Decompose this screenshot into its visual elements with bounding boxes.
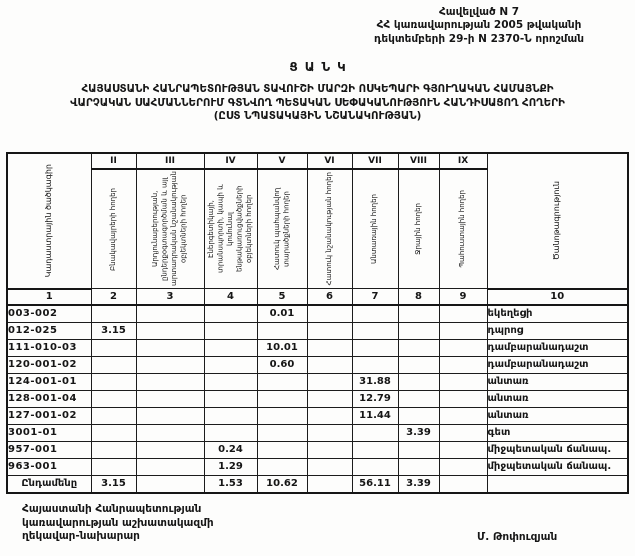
note-cell: գետ (487, 424, 628, 441)
table-row (7, 424, 628, 441)
table-row (7, 458, 628, 475)
area-value-cell (439, 424, 487, 441)
note-cell: դամբարանադաշտ (487, 356, 628, 373)
colnum-9: 9 (439, 289, 487, 305)
colnum-6: 6 (307, 289, 352, 305)
cadastral-code-cell: 127-001-02 (7, 407, 91, 424)
area-value-cell (307, 339, 352, 356)
cadastral-code-cell: 957-001 (7, 441, 91, 458)
note-cell: միջպետական ճանապ. (487, 441, 628, 458)
area-value-cell (352, 356, 398, 373)
note-cell: միջպետական ճանապ. (487, 458, 628, 475)
area-value-cell (439, 339, 487, 356)
area-value-cell (398, 356, 439, 373)
area-value-cell: 31.88 (352, 373, 398, 390)
header-protected-areas-lands (257, 169, 307, 289)
header-cadastral-code (7, 153, 91, 289)
cadastral-code-cell: 124-001-01 (7, 373, 91, 390)
header-forest-lands (352, 169, 398, 289)
header-industrial-lands-label: Արդյունաբերության, ընդերքօգտագործման և այլ արտադրական նշանակության օբյեկտների հողեր (151, 171, 188, 287)
table-row (7, 322, 628, 339)
note-cell: դամբարանադաշտ (487, 339, 628, 356)
header-water-lands-label: Ջրային հողեր (413, 203, 422, 255)
area-value-cell (352, 305, 398, 323)
table-row (7, 356, 628, 373)
colnum-4: 4 (204, 289, 257, 305)
cadastral-code-cell: Ընդամենը (7, 475, 91, 493)
header-special-purpose-lands (307, 169, 352, 289)
area-value-cell (439, 390, 487, 407)
area-value-cell (136, 305, 204, 323)
table-row (7, 305, 628, 323)
header-water-lands (398, 169, 439, 289)
area-value-cell (439, 322, 487, 339)
area-value-cell (91, 390, 136, 407)
roman-IV: IV (204, 153, 257, 169)
header-industrial-lands (136, 169, 204, 289)
appendix-line-3: դեկտեմբերի 29-ի N 2370-Ն որոշման (373, 32, 585, 45)
signatory-line-1: Հայաստանի Հանրապետության (22, 503, 202, 515)
area-value-cell (398, 322, 439, 339)
area-value-cell (136, 322, 204, 339)
table-row (7, 407, 628, 424)
roman-III: III (136, 153, 204, 169)
area-value-cell (91, 305, 136, 323)
area-value-cell (204, 407, 257, 424)
header-forest-lands-label: Անտառային հողեր (370, 194, 379, 264)
area-value-cell: 3.15 (91, 475, 136, 493)
area-value-cell (352, 424, 398, 441)
note-cell: անտառ (487, 407, 628, 424)
roman-numeral-row (7, 153, 628, 169)
area-value-cell (91, 356, 136, 373)
area-value-cell (204, 390, 257, 407)
area-value-cell (136, 475, 204, 493)
colnum-5: 5 (257, 289, 307, 305)
colnum-3: 3 (136, 289, 204, 305)
area-value-cell (136, 339, 204, 356)
colnum-7: 7 (352, 289, 398, 305)
cadastral-code-cell: 963-001 (7, 458, 91, 475)
roman-VII: VII (352, 153, 398, 169)
area-value-cell (352, 322, 398, 339)
area-value-cell (439, 407, 487, 424)
area-value-cell (257, 441, 307, 458)
signatory-line-3: ղեկավար-նախարար (22, 530, 140, 543)
area-value-cell (257, 424, 307, 441)
cadastral-code-cell: 128-001-04 (7, 390, 91, 407)
total-row (7, 475, 628, 493)
appendix-line-2: ՀՀ կառավարության 2005 թվականի (376, 19, 582, 32)
signatory-line-2: կառավարության աշխատակազմի (22, 516, 214, 529)
area-value-cell (307, 407, 352, 424)
area-value-cell (398, 339, 439, 356)
header-reserve-lands (439, 169, 487, 289)
area-value-cell (439, 458, 487, 475)
area-value-cell (136, 373, 204, 390)
column-number-row (7, 289, 628, 305)
land-parcels-table (6, 152, 629, 494)
header-cadastral-code-label: Կադաստրային ծածկագիր (43, 164, 53, 278)
table-row (7, 441, 628, 458)
area-value-cell (439, 475, 487, 493)
area-value-cell (307, 390, 352, 407)
area-value-cell: 10.01 (257, 339, 307, 356)
note-cell: դպրոց (487, 322, 628, 339)
colnum-2: 2 (91, 289, 136, 305)
signature-name: Մ. Թոփուզյան (477, 531, 558, 543)
title-block (0, 60, 635, 124)
table-row (7, 373, 628, 390)
area-value-cell (307, 373, 352, 390)
area-value-cell (398, 458, 439, 475)
area-value-cell: 1.29 (204, 458, 257, 475)
roman-VI: VI (307, 153, 352, 169)
area-value-cell (91, 339, 136, 356)
area-value-cell: 56.11 (352, 475, 398, 493)
table-body (7, 305, 628, 493)
appendix-line-1: Հավելված N 7 (438, 6, 520, 18)
area-value-cell: 3.15 (91, 322, 136, 339)
area-value-cell (136, 356, 204, 373)
area-value-cell (352, 339, 398, 356)
document-caption: ՑԱՆԿ (289, 60, 353, 74)
area-value-cell (439, 373, 487, 390)
area-value-cell: 0.01 (257, 305, 307, 323)
header-protected-areas-lands-label: Հատուկ պահպանվող տարածքների հողեր (272, 187, 290, 271)
area-value-cell (398, 373, 439, 390)
area-value-cell (352, 458, 398, 475)
area-value-cell (204, 424, 257, 441)
area-value-cell (136, 390, 204, 407)
cadastral-code-cell: 111-010-03 (7, 339, 91, 356)
area-value-cell (307, 458, 352, 475)
area-value-cell (398, 441, 439, 458)
header-energy-transport-lands-label: Էներգետիկայի, տրանսպորտի, կապի և կոմունալ ենթակառուցվածքների օբյեկտների հողեր (206, 184, 253, 274)
area-value-cell (136, 424, 204, 441)
area-value-cell (204, 339, 257, 356)
title-line-1: ՀԱՅԱՍՏԱՆԻ ՀԱՆՐԱՊԵՏՈՒԹՅԱՆ ՏԱՎՈՒՇԻ ՄԱՐԶԻ ՈՍԿԵՊԱՐԻ ԳՅՈՒՂԱԿԱՆ ՀԱՄԱՅՆՔԻ (81, 83, 554, 95)
area-value-cell (398, 390, 439, 407)
area-value-cell (307, 322, 352, 339)
area-value-cell: 1.53 (204, 475, 257, 493)
area-value-cell (257, 458, 307, 475)
area-value-cell (439, 441, 487, 458)
area-value-cell (136, 441, 204, 458)
area-value-cell (307, 356, 352, 373)
area-value-cell (307, 475, 352, 493)
colnum-1: 1 (7, 289, 91, 305)
area-value-cell (257, 390, 307, 407)
area-value-cell: 0.60 (257, 356, 307, 373)
area-value-cell (307, 441, 352, 458)
header-note-label: Ծանոթագրություն (551, 181, 561, 261)
appendix-block (339, 6, 619, 46)
area-value-cell: 12.79 (352, 390, 398, 407)
area-value-cell (204, 373, 257, 390)
area-value-cell (91, 424, 136, 441)
cadastral-code-cell: 120-001-02 (7, 356, 91, 373)
cadastral-code-cell: 012-025 (7, 322, 91, 339)
note-cell: անտառ (487, 390, 628, 407)
area-value-cell (204, 356, 257, 373)
title-line-2: ՎԱՐՉԱԿԱՆ ՍԱՀՄԱՆՆԵՐՈՒՄ ԳՏՆՎՈՂ ՊԵՏԱԿԱՆ ՍԵՓԱԿԱՆՈՒԹՅՈՒՆ ՀԱՆԴԻՍԱՑՈՂ ՀՈՂԵՐԻ (70, 96, 565, 109)
table-row (7, 390, 628, 407)
area-value-cell (439, 305, 487, 323)
area-value-cell (439, 356, 487, 373)
area-value-cell: 0.24 (204, 441, 257, 458)
area-value-cell (398, 305, 439, 323)
area-value-cell (257, 322, 307, 339)
header-note (487, 153, 628, 289)
area-value-cell (91, 458, 136, 475)
roman-IX: IX (439, 153, 487, 169)
roman-V: V (257, 153, 307, 169)
area-value-cell (257, 407, 307, 424)
area-value-cell (307, 424, 352, 441)
area-value-cell (136, 458, 204, 475)
area-value-cell (91, 407, 136, 424)
colnum-10: 10 (487, 289, 628, 305)
note-cell: անտառ (487, 373, 628, 390)
header-settlement-lands-label: Բնակավայրերի հողեր (108, 187, 117, 271)
area-value-cell (257, 373, 307, 390)
area-value-cell (204, 322, 257, 339)
area-value-cell (91, 441, 136, 458)
header-settlement-lands (91, 169, 136, 289)
signatory-title-block (22, 503, 214, 544)
area-value-cell: 11.44 (352, 407, 398, 424)
header-reserve-lands-label: Պահուստային հողեր (458, 190, 467, 268)
cadastral-code-cell: 003-002 (7, 305, 91, 323)
area-value-cell (204, 305, 257, 323)
area-value-cell: 10.62 (257, 475, 307, 493)
roman-VIII: VIII (398, 153, 439, 169)
cadastral-code-cell: 3001-01 (7, 424, 91, 441)
area-value-cell (136, 407, 204, 424)
header-special-purpose-lands-label: Հատուկ նշանակության հողեր (324, 172, 333, 286)
colnum-8: 8 (398, 289, 439, 305)
note-cell: եկեղեցի (487, 305, 628, 323)
area-value-cell: 3.39 (398, 424, 439, 441)
header-energy-transport-lands (204, 169, 257, 289)
title-line-3: (ԸՍՏ ՆՊԱՏԱԿԱՅԻՆ ՆՇԱՆԱԿՈՒԹՅԱՆ) (213, 110, 422, 123)
area-value-cell (352, 441, 398, 458)
table-row (7, 339, 628, 356)
area-value-cell: 3.39 (398, 475, 439, 493)
note-cell (487, 475, 628, 493)
area-value-cell (91, 373, 136, 390)
area-value-cell (307, 305, 352, 323)
roman-II: II (91, 153, 136, 169)
area-value-cell (398, 407, 439, 424)
